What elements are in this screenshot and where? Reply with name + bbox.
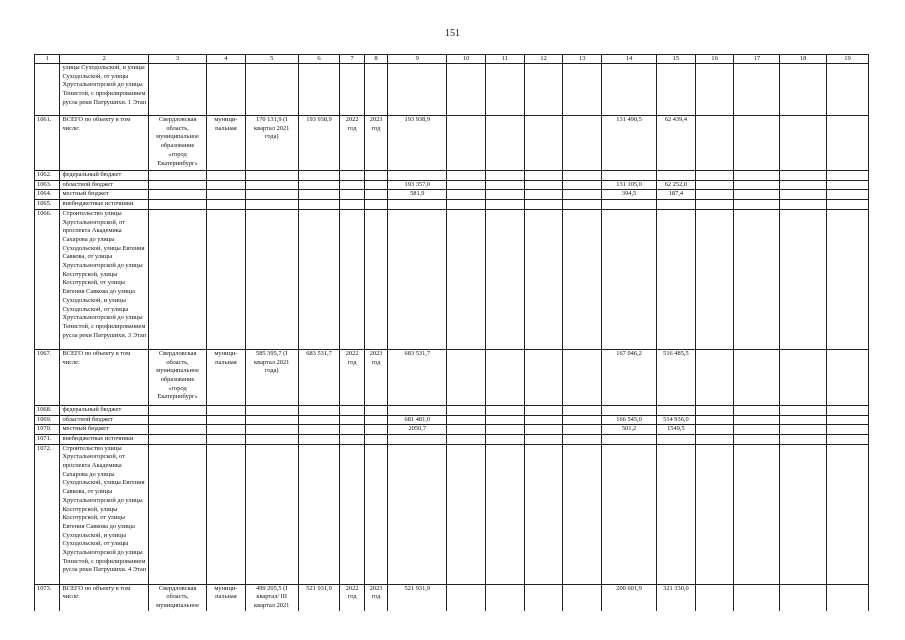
- column-header: 2: [60, 55, 149, 64]
- cell-col-3: [149, 64, 207, 116]
- cell-col-11: [486, 190, 525, 200]
- cell-col-12: [524, 116, 563, 171]
- cell-col-5: 499 205,5 (I квартал/ III квартал 2021: [245, 584, 298, 624]
- cell-col-15: 187,4: [657, 190, 696, 200]
- cell-col-7: [340, 405, 364, 415]
- cell-col-17: [734, 200, 780, 210]
- cell-col-8: [364, 425, 387, 435]
- cell-col-3: Свердловская область, муниципальное образование «город Екатеринбург»: [149, 349, 207, 405]
- cell-col-9: 581,9: [388, 190, 447, 200]
- cell-col-16: [695, 171, 734, 181]
- cell-col-9: [388, 405, 447, 415]
- cell-col-18: [780, 171, 827, 181]
- cell-col-19: [827, 415, 869, 425]
- cell-col-9: [388, 434, 447, 444]
- cell-col-17: [734, 405, 780, 415]
- cell-col-2: ВСЕГО по объекту в том числе:: [60, 349, 149, 405]
- cell-col-4: муници-пальная: [207, 349, 246, 405]
- cell-col-10: [447, 180, 486, 190]
- cell-col-7: [340, 425, 364, 435]
- cell-col-12: [524, 349, 563, 405]
- column-header: 1: [35, 55, 60, 64]
- cell-col-17: [734, 190, 780, 200]
- cell-col-10: [447, 209, 486, 349]
- cell-col-18: [780, 349, 827, 405]
- cell-col-9: [388, 209, 447, 349]
- cell-col-6: [298, 190, 340, 200]
- cell-col-15: 514 936,0: [657, 415, 696, 425]
- cell-col-1: 1072.: [35, 444, 60, 584]
- cell-col-1: 1061.: [35, 116, 60, 171]
- cell-col-8: 2023 год: [364, 584, 387, 624]
- cell-col-9: 193 938,9: [388, 116, 447, 171]
- cell-col-19: [827, 200, 869, 210]
- cell-col-3: [149, 425, 207, 435]
- cell-col-9: [388, 171, 447, 181]
- cell-col-16: [695, 434, 734, 444]
- cell-col-7: [340, 434, 364, 444]
- cell-col-11: [486, 116, 525, 171]
- cell-col-11: [486, 415, 525, 425]
- cell-col-5: [245, 405, 298, 415]
- cell-col-3: [149, 190, 207, 200]
- cell-col-12: [524, 425, 563, 435]
- cell-col-14: [602, 444, 657, 584]
- cell-col-9: [388, 200, 447, 210]
- cell-col-18: [780, 180, 827, 190]
- cell-col-13: [563, 64, 602, 116]
- cell-col-14: 131 105,0: [602, 180, 657, 190]
- column-header: 13: [563, 55, 602, 64]
- table-row: [35, 190, 869, 200]
- cell-col-6: [298, 444, 340, 584]
- cell-col-17: [734, 434, 780, 444]
- cell-col-19: [827, 444, 869, 584]
- cell-col-18: [780, 444, 827, 584]
- cell-col-18: [780, 405, 827, 415]
- cell-col-3: [149, 434, 207, 444]
- cell-col-5: [245, 64, 298, 116]
- cell-col-8: [364, 171, 387, 181]
- cell-col-7: [340, 64, 364, 116]
- cell-col-2: внебюджетные источники: [60, 434, 149, 444]
- cell-col-19: [827, 425, 869, 435]
- cell-col-12: [524, 180, 563, 190]
- cell-col-15: 62 252,0: [657, 180, 696, 190]
- cell-col-5: 585 395,7 (I квартал 2021 года): [245, 349, 298, 405]
- column-header: 15: [657, 55, 696, 64]
- cell-col-17: [734, 444, 780, 584]
- cell-col-4: [207, 180, 246, 190]
- cell-col-4: [207, 444, 246, 584]
- cell-col-11: [486, 171, 525, 181]
- cell-col-17: [734, 415, 780, 425]
- cell-col-2: Строительство улицы Хрустальногорской, от проспекта Академика Сахарова до улицы Суходольской, улицы Евгения Савкова, от улицы Хрустальногорской до улицы Косотурской, улицы Косотурской, от улицы Евгения Савкова до улицы Суходольской, и улицы Суходольской, от улицы Хрустальногорской до улицы Тенистой, с профилированием русла реки Патрушихи. 3 Этап: [60, 209, 149, 349]
- cell-col-15: 1549,5: [657, 425, 696, 435]
- table-row: [35, 116, 869, 171]
- cell-col-14: 501,2: [602, 425, 657, 435]
- cell-col-5: [245, 209, 298, 349]
- cell-col-10: [447, 425, 486, 435]
- cell-col-11: [486, 444, 525, 584]
- cell-col-11: [486, 434, 525, 444]
- cell-col-12: [524, 405, 563, 415]
- cell-col-18: [780, 64, 827, 116]
- cell-col-16: [695, 209, 734, 349]
- cell-col-2: местный бюджет: [60, 425, 149, 435]
- table-row: [35, 444, 869, 584]
- cell-col-19: [827, 116, 869, 171]
- cell-col-6: [298, 200, 340, 210]
- cell-col-19: [827, 209, 869, 349]
- cell-col-11: [486, 405, 525, 415]
- cell-col-1: 1064.: [35, 190, 60, 200]
- column-header: 17: [734, 55, 780, 64]
- table-row: [35, 64, 869, 116]
- cell-col-3: [149, 415, 207, 425]
- cell-col-3: [149, 209, 207, 349]
- cell-col-3: [149, 180, 207, 190]
- cell-col-5: [245, 180, 298, 190]
- cell-col-7: [340, 190, 364, 200]
- cell-col-18: [780, 116, 827, 171]
- cell-col-6: [298, 434, 340, 444]
- cell-col-6: [298, 171, 340, 181]
- cell-col-19: [827, 64, 869, 116]
- cell-col-1: 1066.: [35, 209, 60, 349]
- cell-col-5: [245, 444, 298, 584]
- cell-col-19: [827, 434, 869, 444]
- cell-col-13: [563, 209, 602, 349]
- cell-col-16: [695, 425, 734, 435]
- cell-col-8: 2023 год: [364, 116, 387, 171]
- cell-col-9: 681 481,0: [388, 415, 447, 425]
- cell-col-16: [695, 190, 734, 200]
- cell-col-4: [207, 415, 246, 425]
- cell-col-3: [149, 444, 207, 584]
- cell-col-11: [486, 200, 525, 210]
- header-row: [35, 55, 869, 64]
- cell-col-13: [563, 349, 602, 405]
- cell-col-16: [695, 444, 734, 584]
- table-row: [35, 349, 869, 405]
- cell-col-6: [298, 180, 340, 190]
- cell-col-12: [524, 209, 563, 349]
- cell-col-19: [827, 171, 869, 181]
- cell-col-16: [695, 180, 734, 190]
- column-header: 16: [695, 55, 734, 64]
- cell-col-6: 193 938,9: [298, 116, 340, 171]
- cell-col-10: [447, 200, 486, 210]
- column-header: 3: [149, 55, 207, 64]
- cell-col-17: [734, 64, 780, 116]
- cell-col-9: 2050,7: [388, 425, 447, 435]
- cell-col-1: 1062.: [35, 171, 60, 181]
- cell-col-10: [447, 349, 486, 405]
- cell-col-18: [780, 209, 827, 349]
- cell-col-2: ВСЕГО по объекту в том числе:: [60, 116, 149, 171]
- cell-col-2: ВСЕГО по объекту в том числе:: [60, 584, 149, 624]
- cell-col-4: [207, 64, 246, 116]
- cell-col-7: [340, 444, 364, 584]
- cell-col-10: [447, 190, 486, 200]
- cell-col-4: муници-пальная: [207, 584, 246, 624]
- cell-col-9: [388, 64, 447, 116]
- cell-col-16: [695, 405, 734, 415]
- cell-col-6: [298, 415, 340, 425]
- cell-col-8: [364, 200, 387, 210]
- cell-col-16: [695, 64, 734, 116]
- cell-col-13: [563, 415, 602, 425]
- cell-col-6: [298, 405, 340, 415]
- cell-col-8: 2023 год: [364, 349, 387, 405]
- cell-col-14: [602, 209, 657, 349]
- cell-col-10: [447, 64, 486, 116]
- cell-col-17: [734, 425, 780, 435]
- cell-col-15: 516 485,5: [657, 349, 696, 405]
- column-header: 18: [780, 55, 827, 64]
- cell-col-8: [364, 209, 387, 349]
- cell-col-4: [207, 171, 246, 181]
- cell-col-17: [734, 209, 780, 349]
- cell-col-14: [602, 434, 657, 444]
- cell-col-1: 1063.: [35, 180, 60, 190]
- cell-col-11: [486, 180, 525, 190]
- cell-col-8: [364, 444, 387, 584]
- cell-col-7: [340, 415, 364, 425]
- cell-col-5: [245, 434, 298, 444]
- cell-col-12: [524, 171, 563, 181]
- cell-col-12: [524, 444, 563, 584]
- cell-col-17: [734, 180, 780, 190]
- page-cutoff: [0, 611, 905, 640]
- cell-col-1: 1067.: [35, 349, 60, 405]
- cell-col-7: [340, 180, 364, 190]
- cell-col-12: [524, 200, 563, 210]
- cell-col-4: муници-пальная: [207, 116, 246, 171]
- cell-col-14: [602, 200, 657, 210]
- cell-col-9: 521 931,9: [388, 584, 447, 624]
- cell-col-5: 170 131,9 (I квартал 2021 года): [245, 116, 298, 171]
- cell-col-18: [780, 415, 827, 425]
- cell-col-16: [695, 415, 734, 425]
- cell-col-13: [563, 444, 602, 584]
- cell-col-13: [563, 200, 602, 210]
- cell-col-13: [563, 190, 602, 200]
- cell-col-14: 167 046,2: [602, 349, 657, 405]
- table-row: [35, 415, 869, 425]
- cell-col-7: 2022 год: [340, 584, 364, 624]
- cell-col-14: 394,5: [602, 190, 657, 200]
- cell-col-12: [524, 190, 563, 200]
- cell-col-6: 683 531,7: [298, 349, 340, 405]
- cell-col-2: областной бюджет: [60, 415, 149, 425]
- cell-col-6: [298, 64, 340, 116]
- cell-col-14: [602, 405, 657, 415]
- cell-col-13: [563, 180, 602, 190]
- cell-col-3: [149, 200, 207, 210]
- cell-col-11: [486, 64, 525, 116]
- cell-col-15: [657, 405, 696, 415]
- cell-col-6: [298, 209, 340, 349]
- cell-col-2: федеральный бюджет: [60, 405, 149, 415]
- column-header: 12: [524, 55, 563, 64]
- cell-col-1: 1065.: [35, 200, 60, 210]
- cell-col-18: [780, 200, 827, 210]
- column-header: 4: [207, 55, 246, 64]
- cell-col-1: [35, 64, 60, 116]
- cell-col-11: [486, 209, 525, 349]
- cell-col-16: [695, 349, 734, 405]
- cell-col-17: [734, 349, 780, 405]
- budget-table: [34, 54, 869, 625]
- cell-col-9: 193 357,0: [388, 180, 447, 190]
- cell-col-14: [602, 64, 657, 116]
- table-row: [35, 180, 869, 190]
- cell-col-17: [734, 171, 780, 181]
- cell-col-12: [524, 415, 563, 425]
- cell-col-15: [657, 209, 696, 349]
- cell-col-10: [447, 434, 486, 444]
- column-header: 5: [245, 55, 298, 64]
- cell-col-13: [563, 116, 602, 171]
- cell-col-15: [657, 64, 696, 116]
- cell-col-2: федеральный бюджет: [60, 171, 149, 181]
- column-header: 11: [486, 55, 525, 64]
- cell-col-10: [447, 171, 486, 181]
- cell-col-6: [298, 425, 340, 435]
- page-number: 151: [445, 28, 460, 39]
- cell-col-1: 1070.: [35, 425, 60, 435]
- cell-col-6: 521 931,9: [298, 584, 340, 624]
- column-header: 19: [827, 55, 869, 64]
- table-row: [35, 425, 869, 435]
- column-header: 7: [340, 55, 364, 64]
- cell-col-4: [207, 190, 246, 200]
- cell-col-15: 321 330,0: [657, 584, 696, 624]
- cell-col-5: [245, 200, 298, 210]
- cell-col-11: [486, 425, 525, 435]
- cell-col-4: [207, 405, 246, 415]
- cell-col-18: [780, 434, 827, 444]
- table-row: [35, 171, 869, 181]
- cell-col-2: улицы Суходольской, и улицы Суходольской, от улицы Хрустальногорской до улицы Тенистой, с профилированием русла реки Патрушихи. 1 Этап: [60, 64, 149, 116]
- cell-col-13: [563, 434, 602, 444]
- cell-col-19: [827, 405, 869, 415]
- cell-col-3: [149, 405, 207, 415]
- cell-col-13: [563, 171, 602, 181]
- cell-col-14: [602, 171, 657, 181]
- cell-col-10: [447, 415, 486, 425]
- cell-col-2: областной бюджет: [60, 180, 149, 190]
- cell-col-12: [524, 64, 563, 116]
- cell-col-7: [340, 200, 364, 210]
- cell-col-14: 200 601,9: [602, 584, 657, 624]
- cell-col-19: [827, 349, 869, 405]
- cell-col-15: 62 439,4: [657, 116, 696, 171]
- table-row: [35, 209, 869, 349]
- cell-col-14: 166 545,0: [602, 415, 657, 425]
- cell-col-5: [245, 425, 298, 435]
- cell-col-12: [524, 434, 563, 444]
- cell-col-18: [780, 425, 827, 435]
- cell-col-15: [657, 171, 696, 181]
- cell-col-1: 1068.: [35, 405, 60, 415]
- cell-col-2: местный бюджет: [60, 190, 149, 200]
- cell-col-15: [657, 444, 696, 584]
- cell-col-1: 1071.: [35, 434, 60, 444]
- cell-col-10: [447, 116, 486, 171]
- cell-col-5: [245, 415, 298, 425]
- cell-col-3: Свердловская область, муниципальное образование «город Екатеринбург»: [149, 116, 207, 171]
- cell-col-7: 2022 год: [340, 116, 364, 171]
- cell-col-8: [364, 190, 387, 200]
- table-row: [35, 405, 869, 415]
- column-header: 8: [364, 55, 387, 64]
- cell-col-7: 2022 год: [340, 349, 364, 405]
- cell-col-14: 131 490,5: [602, 116, 657, 171]
- cell-col-7: [340, 171, 364, 181]
- cell-col-8: [364, 434, 387, 444]
- column-header: 14: [602, 55, 657, 64]
- cell-col-1: 1069.: [35, 415, 60, 425]
- cell-col-8: [364, 180, 387, 190]
- cell-col-3: [149, 171, 207, 181]
- cell-col-10: [447, 444, 486, 584]
- cell-col-19: [827, 190, 869, 200]
- cell-col-8: [364, 405, 387, 415]
- cell-col-13: [563, 405, 602, 415]
- cell-col-18: [780, 190, 827, 200]
- cell-col-9: 683 531,7: [388, 349, 447, 405]
- cell-col-15: [657, 434, 696, 444]
- cell-col-4: [207, 209, 246, 349]
- column-header: 9: [388, 55, 447, 64]
- cell-col-3: Свердловская область, муниципальное: [149, 584, 207, 624]
- cell-col-5: [245, 171, 298, 181]
- cell-col-4: [207, 425, 246, 435]
- cell-col-10: [447, 405, 486, 415]
- cell-col-7: [340, 209, 364, 349]
- table-body: [35, 64, 869, 625]
- cell-col-9: [388, 444, 447, 584]
- table-row: [35, 200, 869, 210]
- cell-col-4: [207, 434, 246, 444]
- cell-col-16: [695, 116, 734, 171]
- cell-col-15: [657, 200, 696, 210]
- column-header: 6: [298, 55, 340, 64]
- cell-col-11: [486, 349, 525, 405]
- column-header: 10: [447, 55, 486, 64]
- cell-col-16: [695, 200, 734, 210]
- cell-col-2: Строительство улицы Хрустальногорской, от проспекта Академика Сахарова до улицы Суходольской, улицы Евгения Савкова, от улицы Хрустальногорской до улицы Косотурской, улицы Косотурской, от улицы Евгения Савкова до улицы Суходольской, и улицы Суходольской, от улицы Хрустальногорской до улицы Тенистой, с профилированием русла реки Патрушихи. 4 Этап: [60, 444, 149, 584]
- cell-col-4: [207, 200, 246, 210]
- cell-col-2: внебюджетные источники: [60, 200, 149, 210]
- cell-col-5: [245, 190, 298, 200]
- table-row: [35, 434, 869, 444]
- cell-col-8: [364, 64, 387, 116]
- cell-col-17: [734, 116, 780, 171]
- cell-col-19: [827, 180, 869, 190]
- cell-col-8: [364, 415, 387, 425]
- cell-col-13: [563, 425, 602, 435]
- cell-col-1: 1073.: [35, 584, 60, 624]
